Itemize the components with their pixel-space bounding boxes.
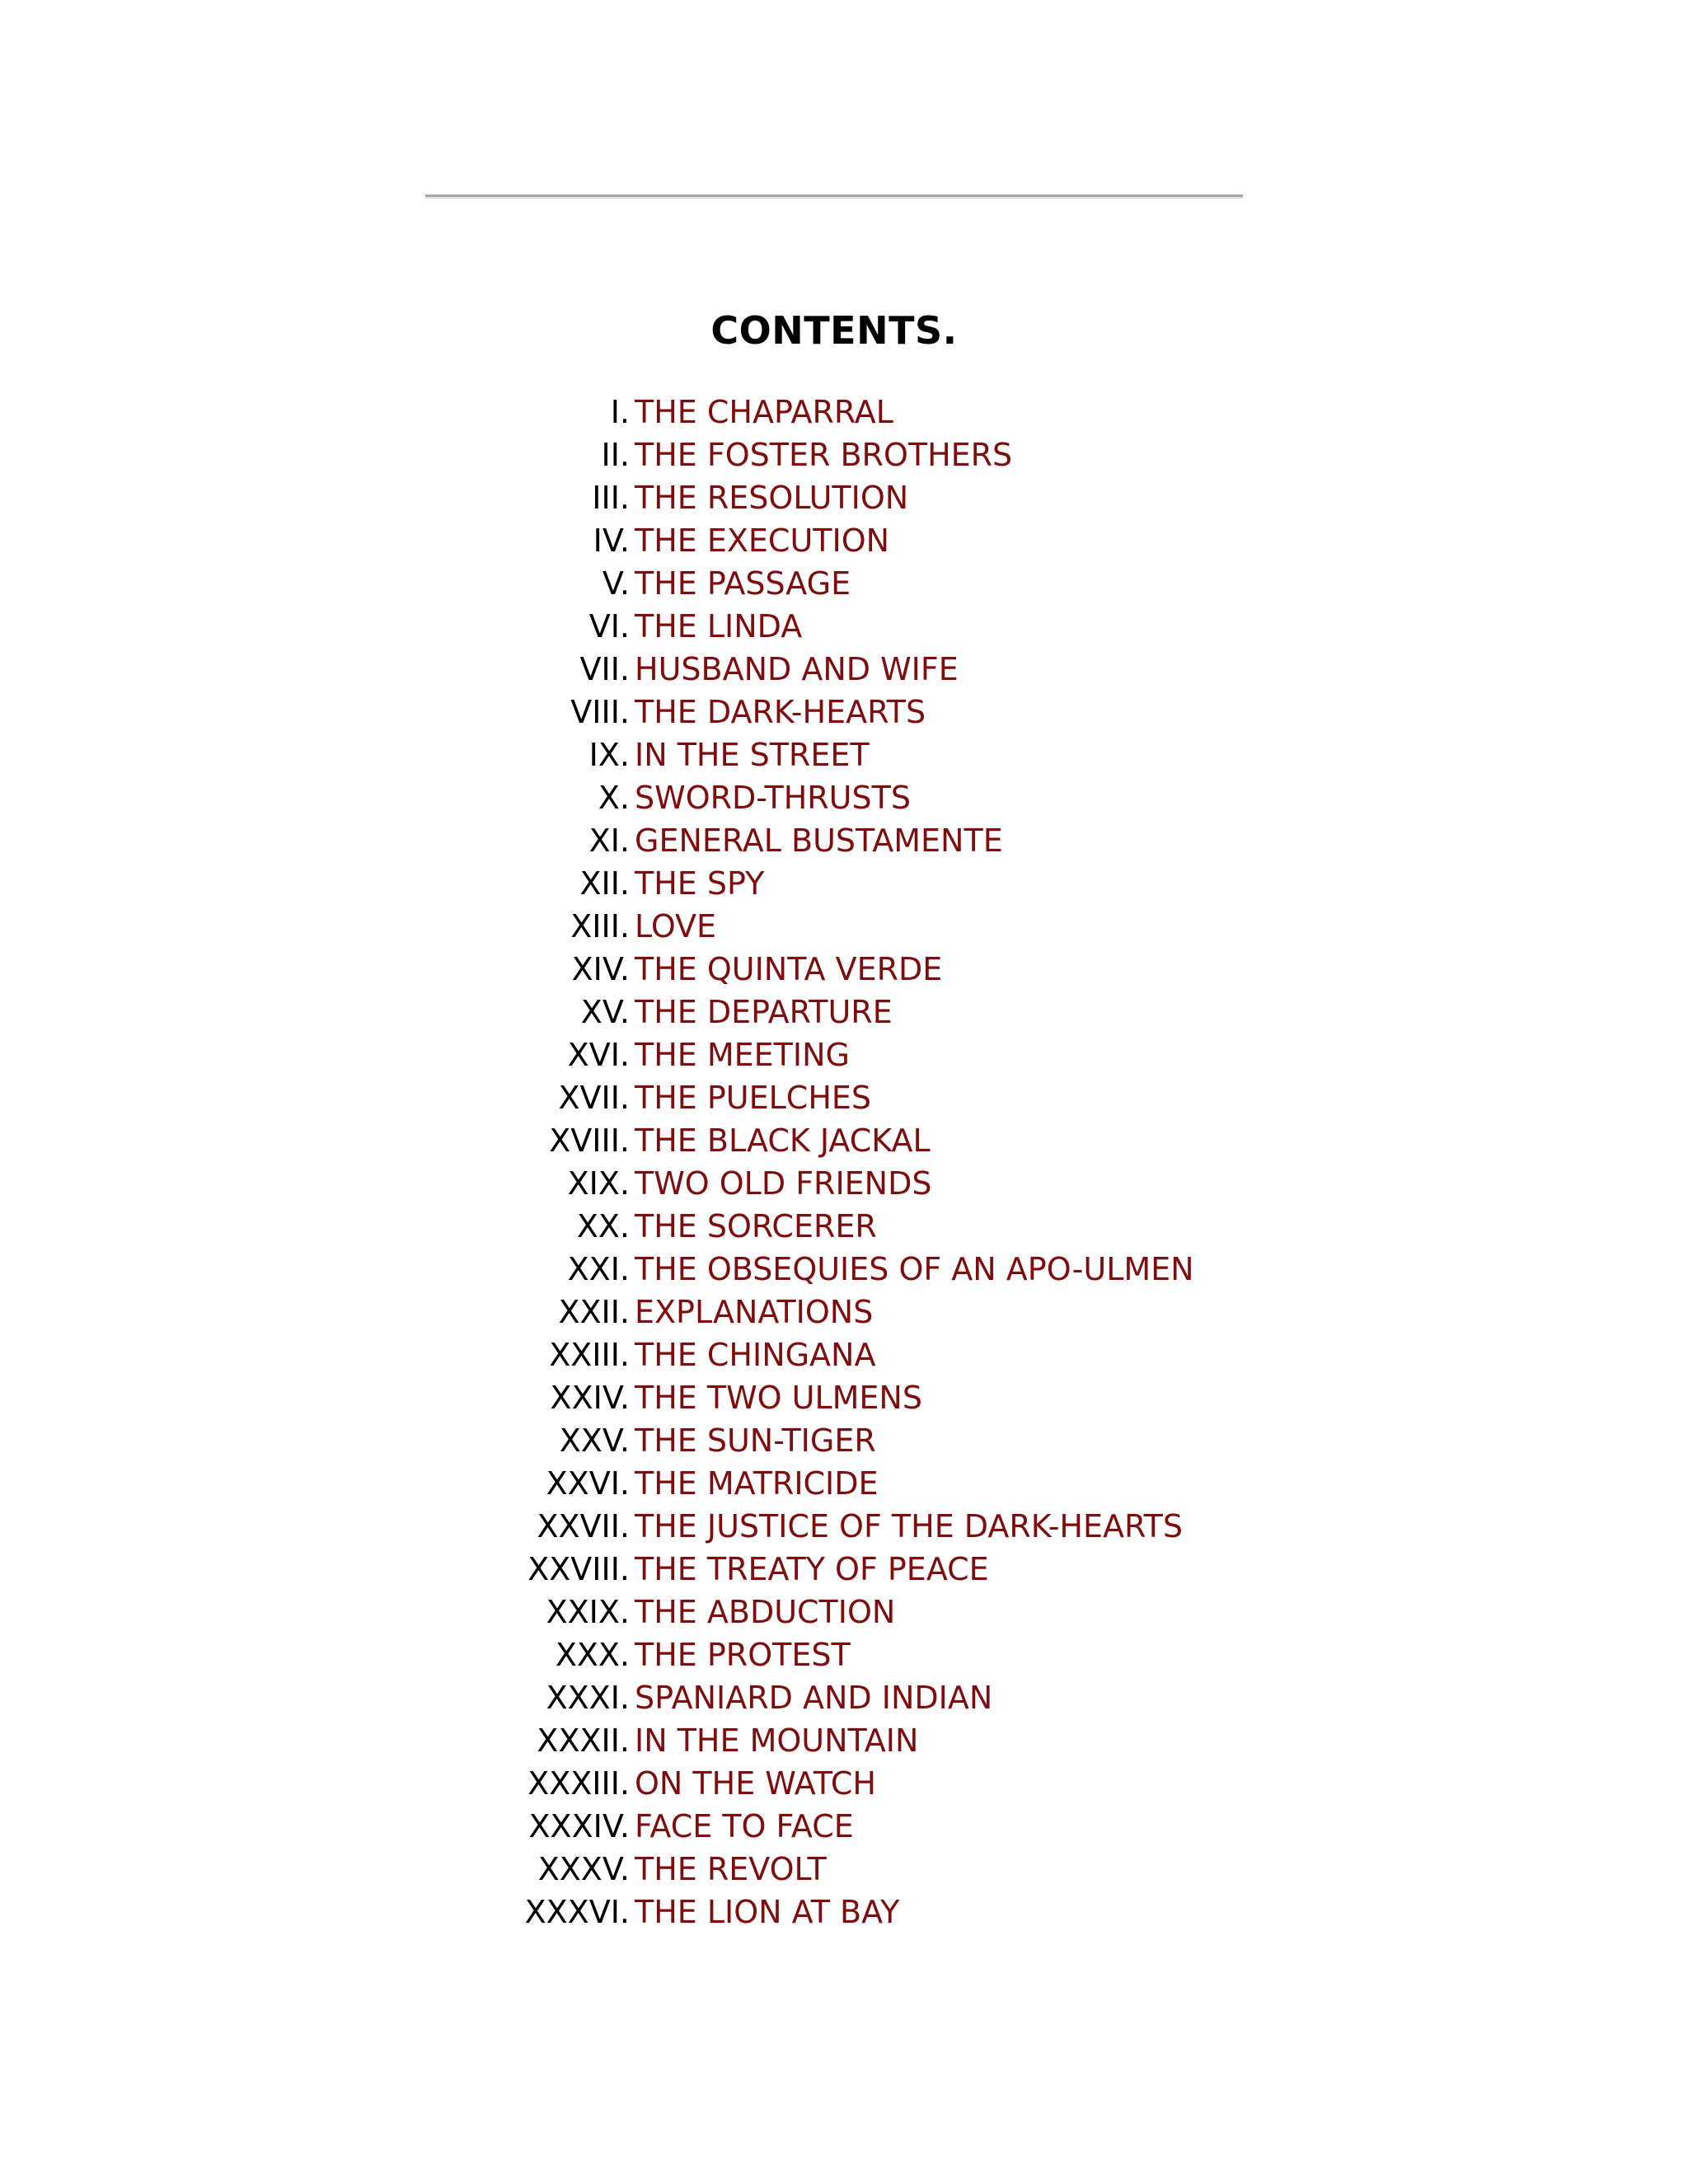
chapter-numeral: XVIII. <box>549 1122 630 1159</box>
chapter-link[interactable]: THE TREATY OF PEACE <box>635 1551 989 1587</box>
toc-entry <box>0 1076 1688 1119</box>
chapter-numeral: XXV. <box>559 1422 630 1459</box>
toc-entry <box>0 1376 1688 1419</box>
chapter-link[interactable]: TWO OLD FRIENDS <box>635 1165 932 1202</box>
chapter-numeral: VII. <box>579 651 630 687</box>
toc-entry <box>0 691 1688 733</box>
toc-entry <box>0 1676 1688 1719</box>
toc-entry <box>0 1162 1688 1205</box>
toc-entry <box>0 1891 1688 1933</box>
toc-entry <box>0 1419 1688 1462</box>
chapter-numeral: XXXII. <box>537 1722 630 1759</box>
chapter-link[interactable]: THE FOSTER BROTHERS <box>635 437 1013 473</box>
chapter-link[interactable]: SWORD-THRUSTS <box>635 780 911 816</box>
chapter-numeral: XXX. <box>555 1637 630 1673</box>
chapter-numeral: XXXIII. <box>528 1765 630 1802</box>
chapter-numeral: VIII. <box>570 694 630 730</box>
chapter-link[interactable]: HUSBAND AND WIFE <box>635 651 959 687</box>
chapter-numeral: V. <box>602 565 630 602</box>
toc-entry <box>0 905 1688 948</box>
toc-entry <box>0 1719 1688 1762</box>
chapter-link[interactable]: THE TWO ULMENS <box>635 1380 922 1416</box>
toc-entry <box>0 648 1688 691</box>
toc-entry <box>0 1291 1688 1333</box>
chapter-numeral: XXVIII. <box>528 1551 630 1587</box>
toc-entry <box>0 562 1688 605</box>
toc-entry <box>0 1633 1688 1676</box>
chapter-link[interactable]: THE MATRICIDE <box>635 1465 879 1502</box>
chapter-numeral: XVI. <box>567 1037 630 1073</box>
toc-entry <box>0 1591 1688 1633</box>
toc-entry <box>0 1548 1688 1591</box>
toc-entry <box>0 1462 1688 1505</box>
toc-entry <box>0 1033 1688 1076</box>
chapter-numeral: XXIV. <box>550 1380 630 1416</box>
chapter-link[interactable]: THE EXECUTION <box>635 523 890 559</box>
chapter-link[interactable]: IN THE STREET <box>635 737 870 773</box>
horizontal-rule <box>425 194 1243 199</box>
chapter-link[interactable]: THE DARK-HEARTS <box>635 694 926 730</box>
chapter-link[interactable]: FACE TO FACE <box>635 1808 854 1844</box>
chapter-link[interactable]: THE OBSEQUIES OF AN APO-ULMEN <box>635 1251 1194 1287</box>
toc-entry <box>0 1119 1688 1162</box>
chapter-numeral: III. <box>592 480 630 516</box>
chapter-link[interactable]: ON THE WATCH <box>635 1765 876 1802</box>
toc-entry <box>0 476 1688 519</box>
chapter-link[interactable]: THE CHINGANA <box>635 1337 876 1373</box>
chapter-link[interactable]: THE LINDA <box>635 608 803 644</box>
chapter-link[interactable]: THE BLACK JACKAL <box>635 1122 931 1159</box>
chapter-link[interactable]: THE PUELCHES <box>635 1080 872 1116</box>
chapter-link[interactable]: THE PASSAGE <box>635 565 851 602</box>
chapter-numeral: XXXIV. <box>528 1808 630 1844</box>
toc-entry <box>0 391 1688 434</box>
toc-entry <box>0 1248 1688 1291</box>
toc-entry <box>0 519 1688 562</box>
chapter-link[interactable]: THE ABDUCTION <box>635 1594 896 1630</box>
chapter-numeral: XXXV. <box>537 1851 630 1887</box>
chapter-numeral: XIII. <box>570 908 630 944</box>
chapter-link[interactable]: THE RESOLUTION <box>635 480 909 516</box>
chapter-numeral: VI. <box>588 608 630 644</box>
chapter-numeral: X. <box>598 780 630 816</box>
contents-heading: CONTENTS. <box>710 307 958 353</box>
chapter-link[interactable]: SPANIARD AND INDIAN <box>635 1680 993 1716</box>
toc-entry <box>0 1205 1688 1248</box>
chapter-numeral: XVII. <box>558 1080 630 1116</box>
chapter-numeral: XI. <box>588 823 630 859</box>
chapter-link[interactable]: THE JUSTICE OF THE DARK-HEARTS <box>635 1508 1183 1544</box>
toc-entry <box>0 1505 1688 1548</box>
chapter-link[interactable]: GENERAL BUSTAMENTE <box>635 823 1003 859</box>
chapter-numeral: II. <box>601 437 630 473</box>
toc-entry <box>0 776 1688 819</box>
chapter-link[interactable]: IN THE MOUNTAIN <box>635 1722 919 1759</box>
chapter-numeral: I. <box>610 394 630 430</box>
chapter-link[interactable]: THE CHAPARRAL <box>635 394 893 430</box>
chapter-link[interactable]: THE LION AT BAY <box>635 1894 900 1930</box>
chapter-numeral: XXI. <box>567 1251 630 1287</box>
chapter-numeral: XXVI. <box>546 1465 630 1502</box>
toc-entry <box>0 1333 1688 1376</box>
chapter-numeral: XXVII. <box>537 1508 630 1544</box>
chapter-numeral: XV. <box>580 994 630 1030</box>
chapter-numeral: XXIX. <box>546 1594 630 1630</box>
chapter-numeral: XIV. <box>571 951 630 987</box>
toc-entry <box>0 605 1688 648</box>
chapter-numeral: XXIII. <box>549 1337 630 1373</box>
toc-entry <box>0 819 1688 862</box>
chapter-numeral: XIX. <box>567 1165 630 1202</box>
table-of-contents <box>0 391 1688 1933</box>
toc-entry <box>0 948 1688 991</box>
toc-entry <box>0 733 1688 776</box>
chapter-numeral: XII. <box>579 865 630 902</box>
chapter-link[interactable]: THE MEETING <box>635 1037 850 1073</box>
chapter-numeral: XXXVI. <box>524 1894 630 1930</box>
chapter-link[interactable]: THE PROTEST <box>635 1637 851 1673</box>
chapter-link[interactable]: THE QUINTA VERDE <box>635 951 943 987</box>
toc-entry <box>0 1805 1688 1848</box>
toc-entry <box>0 862 1688 905</box>
toc-entry <box>0 434 1688 476</box>
chapter-link[interactable]: EXPLANATIONS <box>635 1294 874 1330</box>
chapter-link[interactable]: THE SPY <box>635 865 765 902</box>
chapter-link[interactable]: THE SUN-TIGER <box>635 1422 876 1459</box>
chapter-link[interactable]: THE SORCERER <box>635 1208 877 1244</box>
chapter-numeral: XXXI. <box>546 1680 630 1716</box>
chapter-numeral: XX. <box>576 1208 630 1244</box>
chapter-numeral: IV. <box>593 523 630 559</box>
toc-entry <box>0 1848 1688 1891</box>
chapter-link[interactable]: THE DEPARTURE <box>635 994 893 1030</box>
chapter-numeral: IX. <box>588 737 630 773</box>
chapter-link[interactable]: LOVE <box>635 908 717 944</box>
chapter-link[interactable]: THE REVOLT <box>635 1851 827 1887</box>
toc-entry <box>0 1762 1688 1805</box>
toc-entry <box>0 991 1688 1033</box>
chapter-numeral: XXII. <box>558 1294 630 1330</box>
